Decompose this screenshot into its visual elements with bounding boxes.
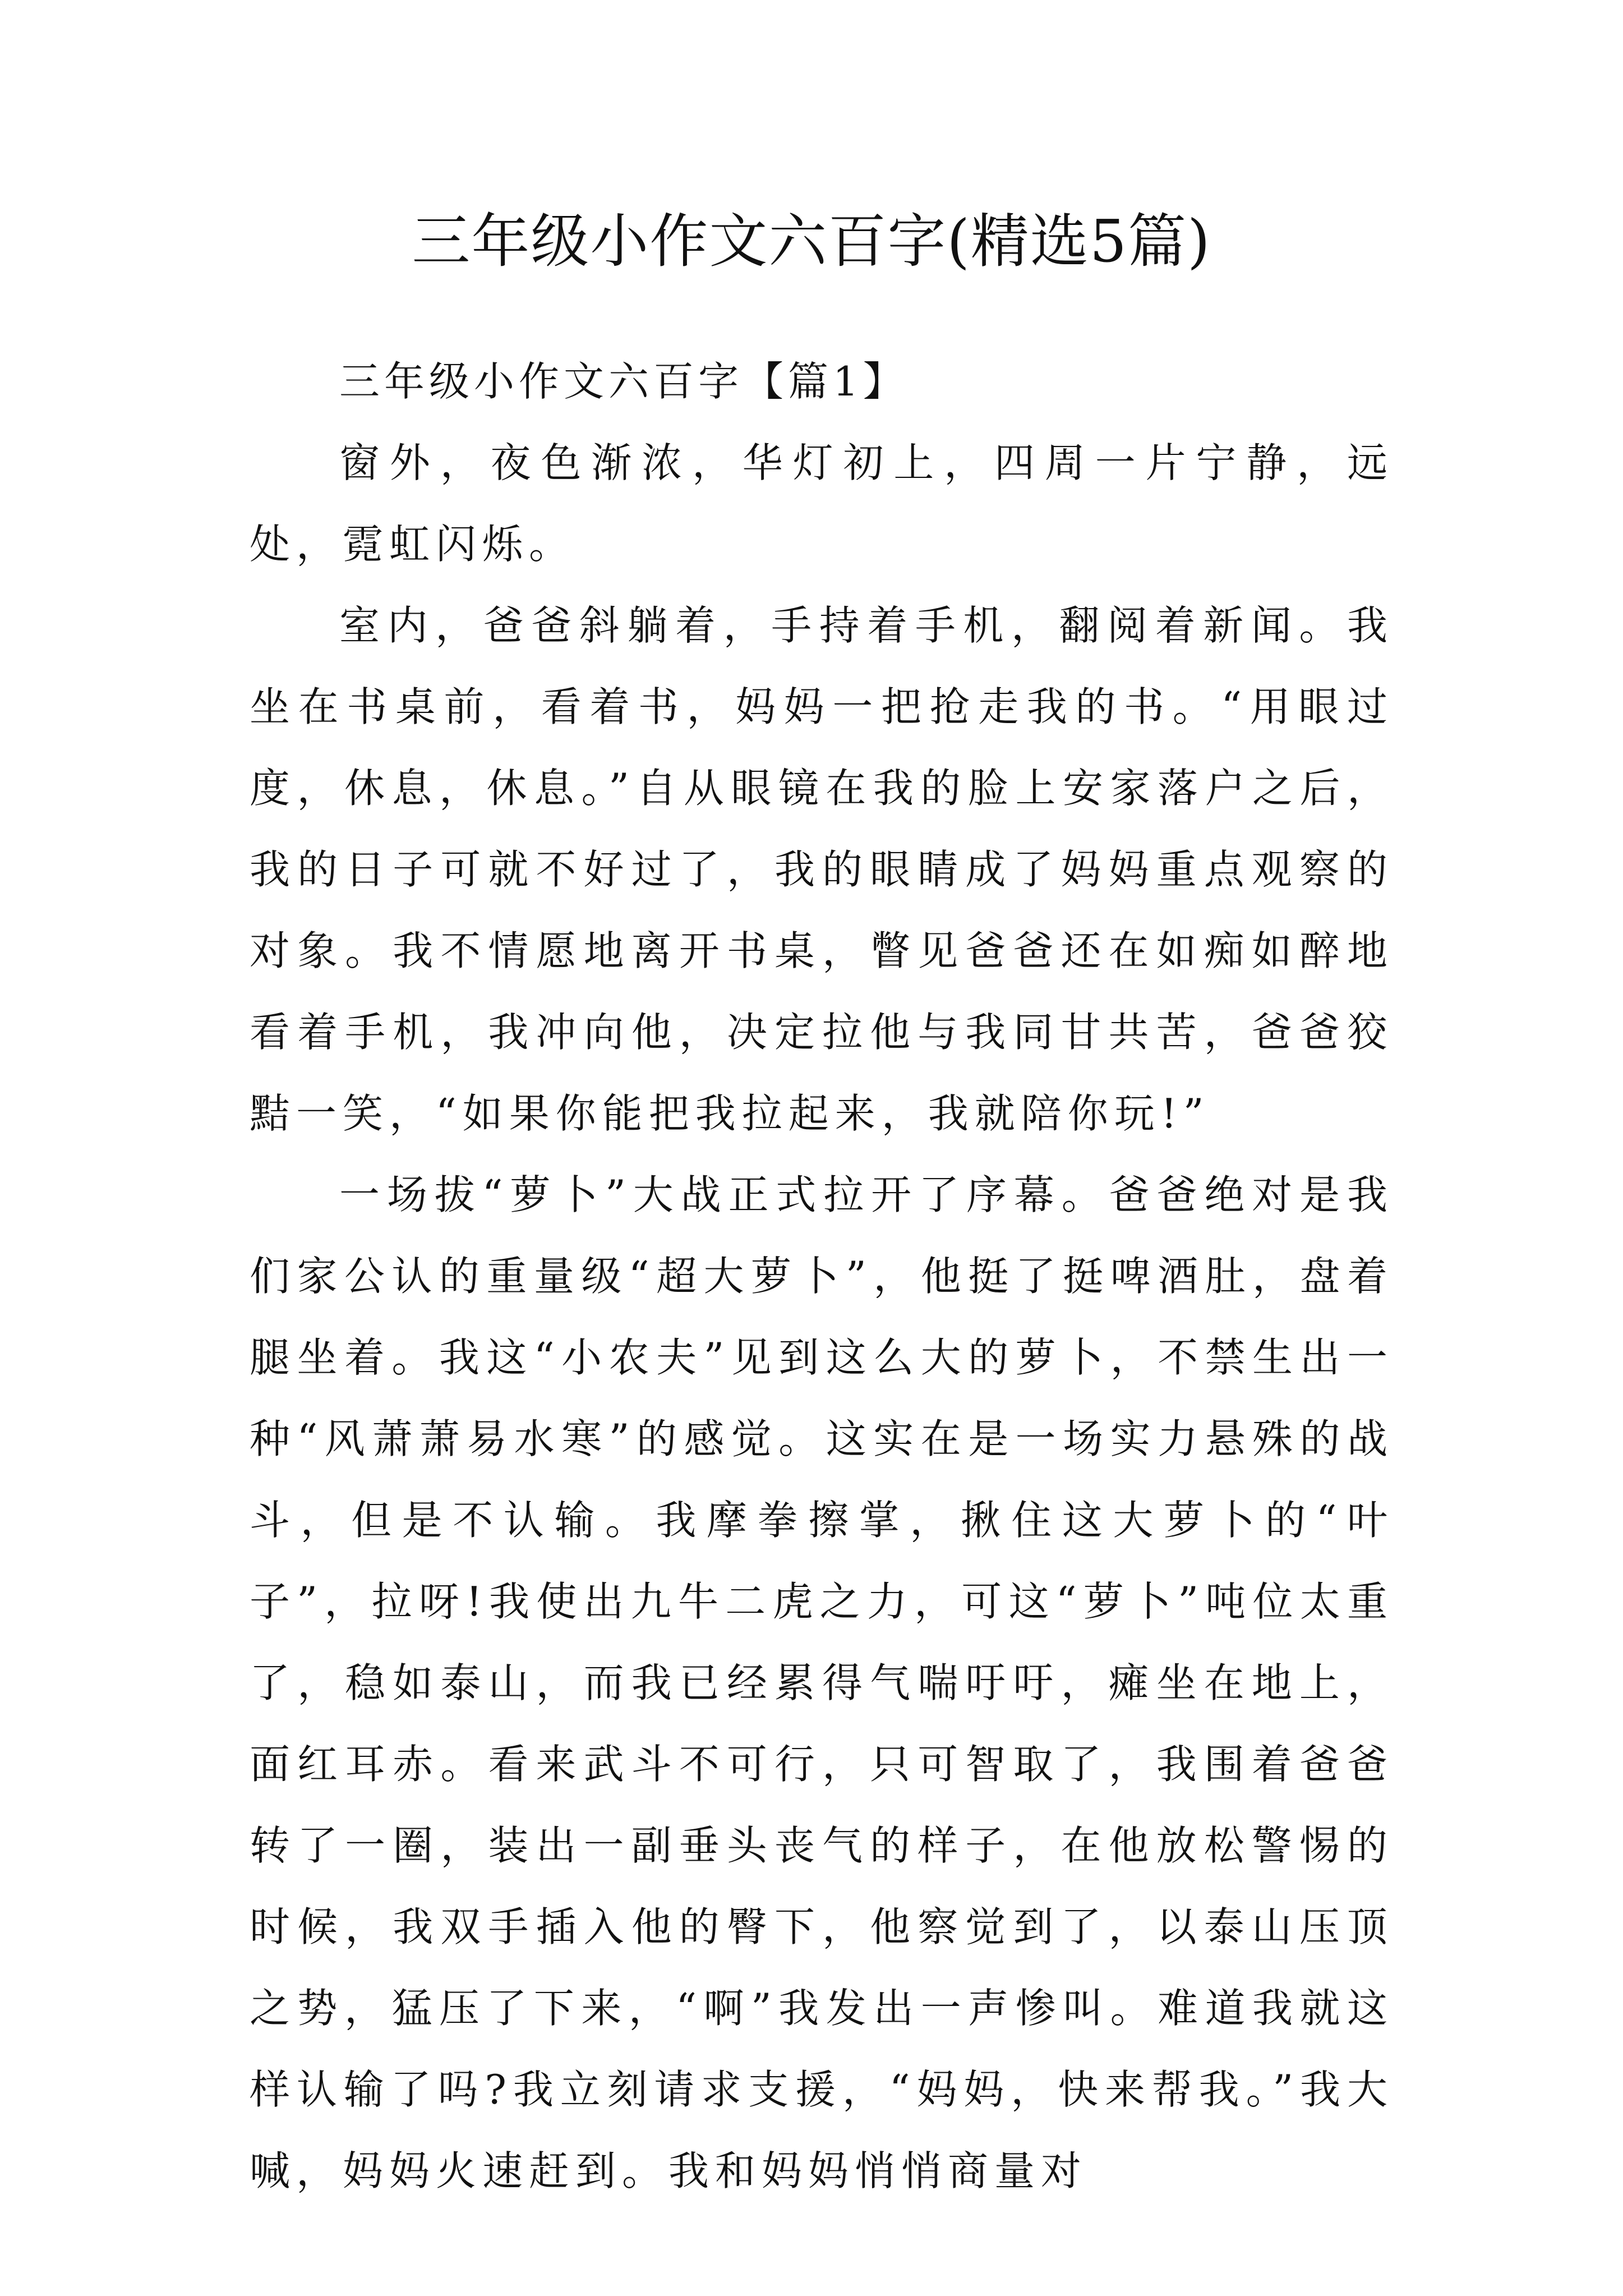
document-body <box>250 341 1394 2212</box>
document-title: 三年级小作文六百字(精选5篇) <box>412 207 1211 275</box>
paragraph: 室内，爸爸斜躺着，手持着手机，翻阅着新闻。我坐在书桌前，看着书，妈妈一把抢走我的书。“用眼过度，休息，休息。”自从眼镜在我的脸上安家落户之后，我的日子可就不好过了，我的眼睛成了妈妈重点观察的对象。我不情愿地离开书桌，瞥见爸爸还在如痴如醉地看着手机，我冲向他，决定拉他与我同甘共苦，爸爸狡黠一笑，“如果你能把我拉起来，我就陪你玩!” <box>250 602 1394 1137</box>
paragraph: 一场拔“萝卜”大战正式拉开了序幕。爸爸绝对是我们家公认的重量级“超大萝卜”，他挺了挺啤酒肚，盘着腿坐着。我这“小农夫”见到这么大的萝卜，不禁生出一种“风萧萧易水寒”的感觉。这实在是一场实力悬殊的战斗，但是不认输。我摩拳擦掌，揪住这大萝卜的“叶子”，拉呀!我使出九牛二虎之力，可这“萝卜”吨位太重了，稳如泰山，而我已经累得气喘吁吁，瘫坐在地上，面红耳赤。看来武斗不可行，只可智取了，我围着爸爸转了一圈，装出一副垂头丧气的样子，在他放松警惕的时候，我双手插入他的臀下，他察觉到了，以泰山压顶之势，猛压了下来，“啊”我发出一声惨叫。难道我就这样认输了吗?我立刻请求支援，“妈妈，快来帮我。”我大喊，妈妈火速赶到。我和妈妈悄悄商量对 <box>250 1171 1394 2194</box>
section-heading: 三年级小作文六百字【篇1】 <box>339 358 908 405</box>
paragraph: 窗外，夜色渐浓，华灯初上，四周一片宁静，远处，霓虹闪烁。 <box>250 439 1394 568</box>
